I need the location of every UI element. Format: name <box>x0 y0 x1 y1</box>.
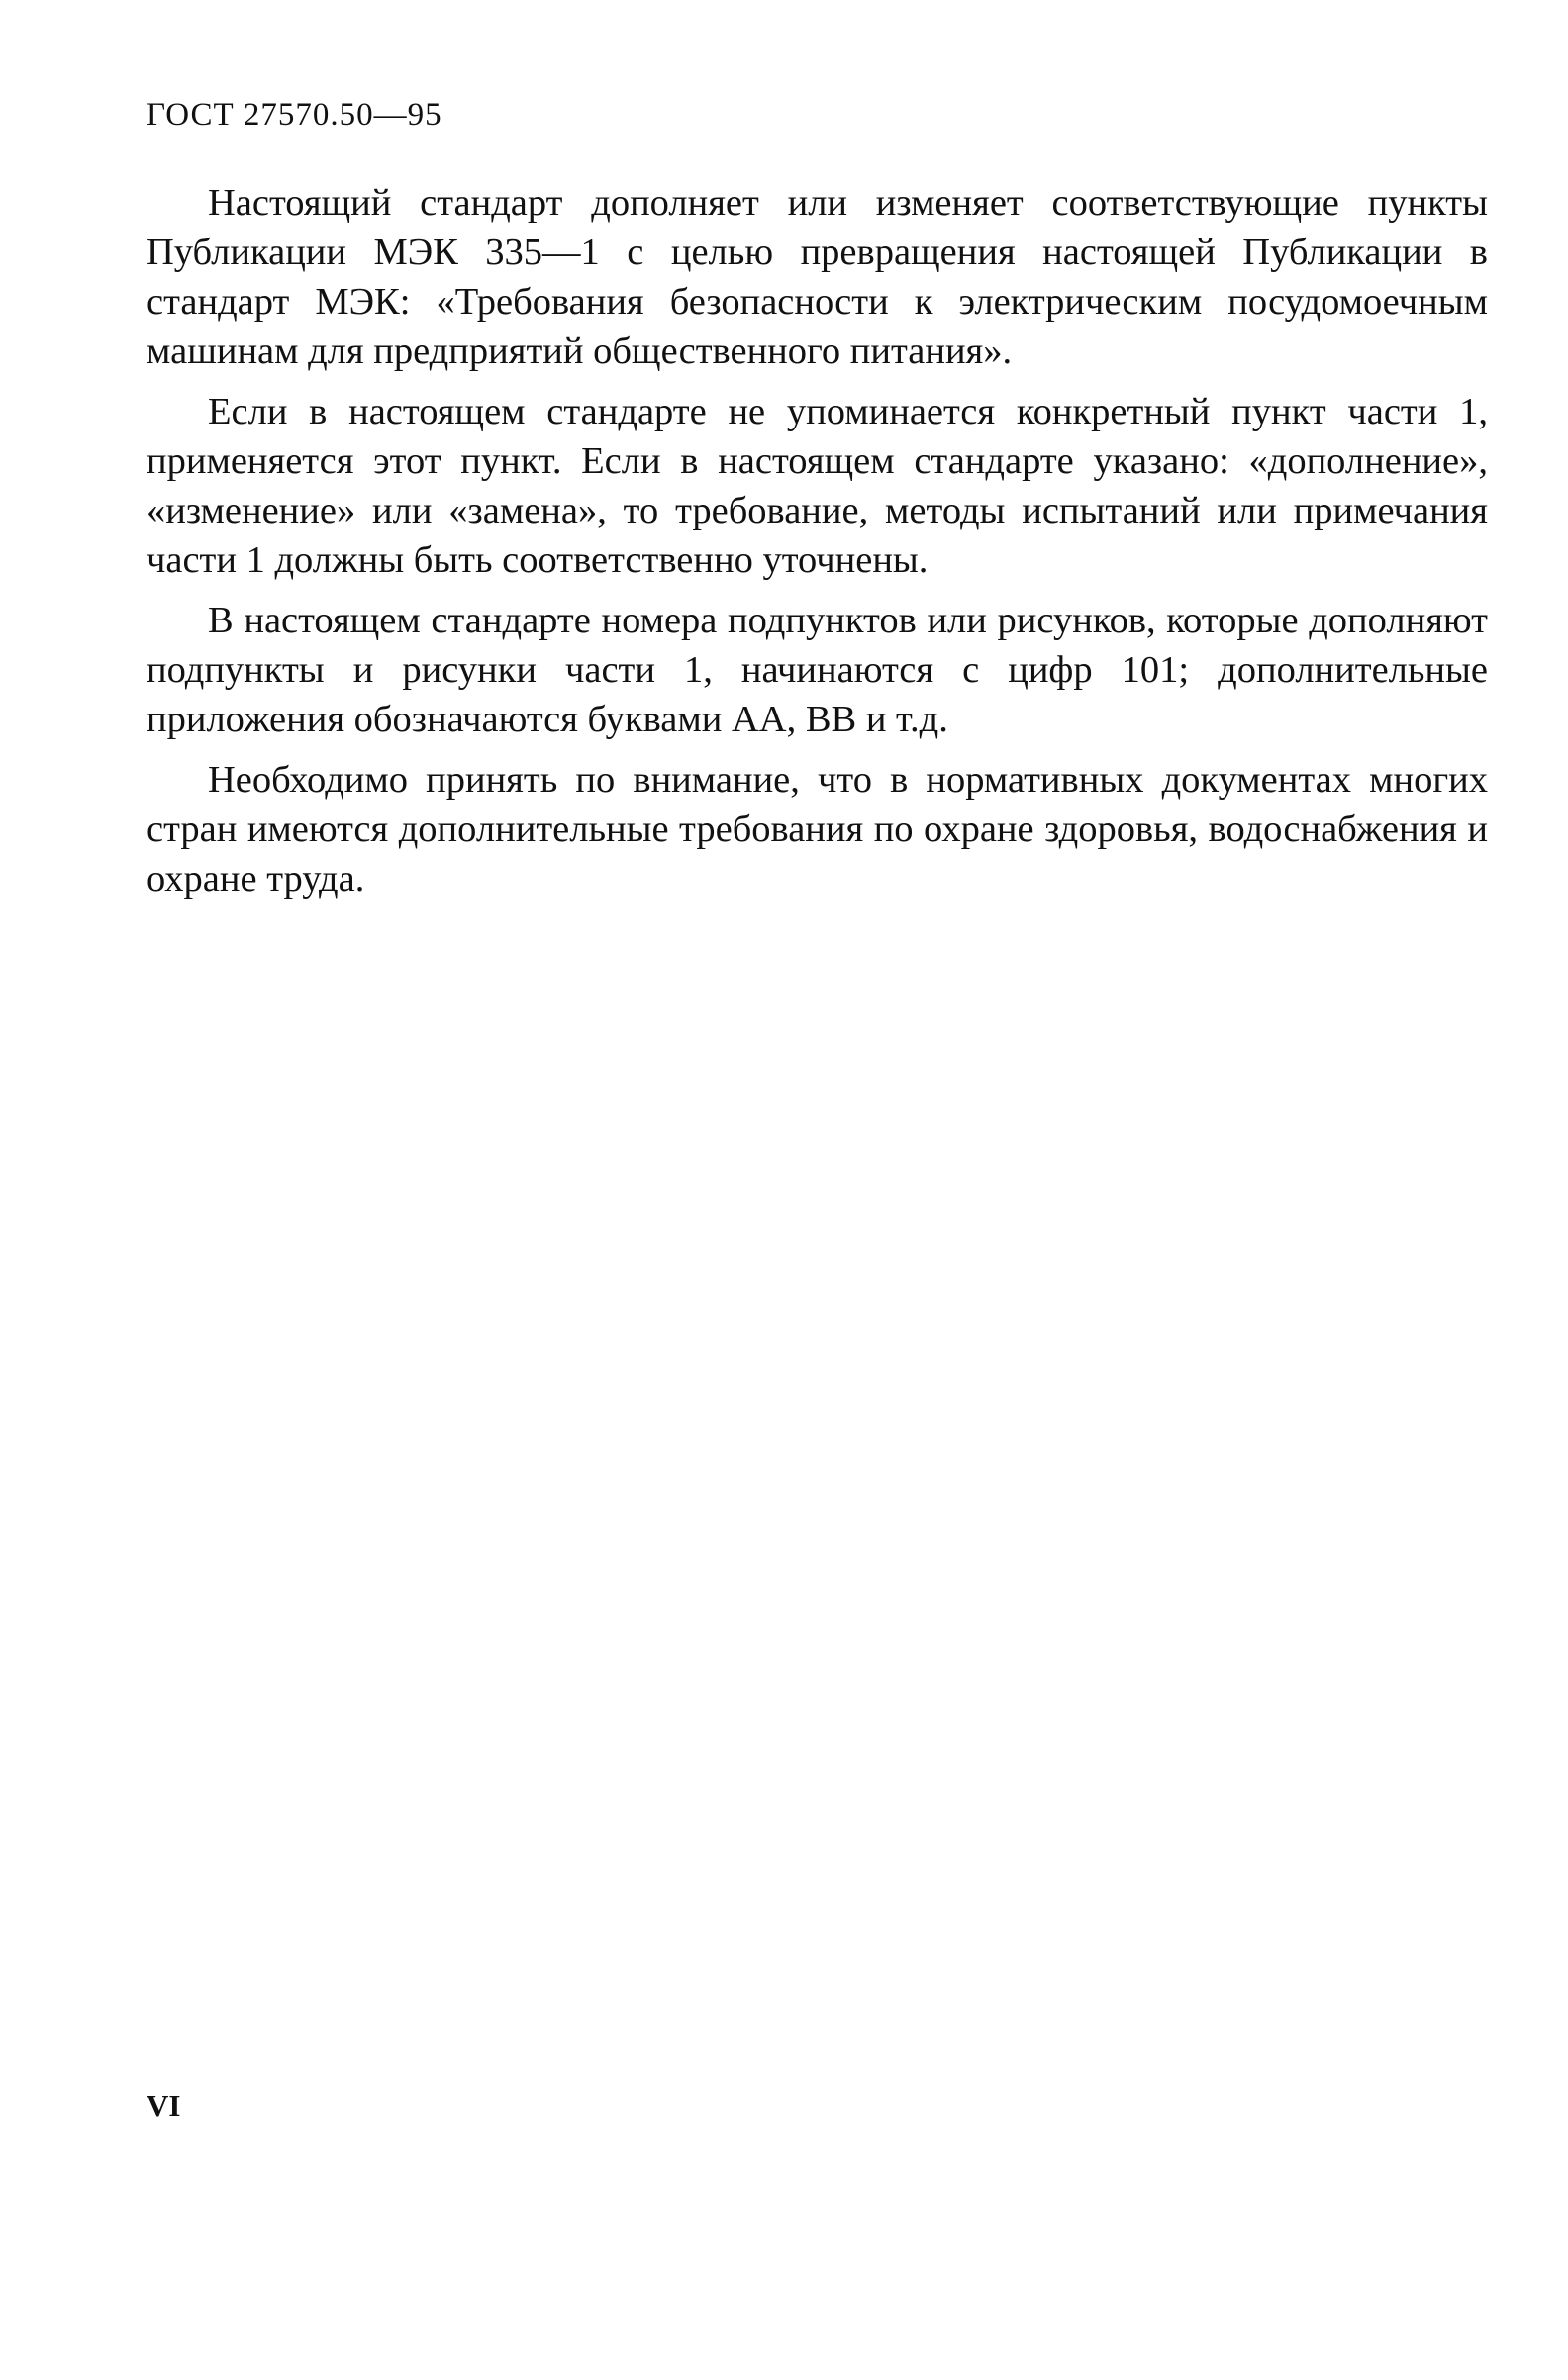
paragraph-part-1-reference: Если в настоящем стандарте не упоминается конкретный пункт части 1, применяется этот пункт. Если в настоящем стандарте указано: «дополнение», «изменение» или «замена», то требование, методы испытаний или примечания части 1 должны быть соответственно уточнены. <box>147 391 1488 581</box>
paragraph-intro: Настоящий стандарт дополняет или изменяет соответствующие пункты Публикации МЭК 335—1 с целью превращения настоящей Публикации в стандарт МЭК: «Требования безопасности к электрическим посудомоечным машинам для предприятий общественного питания». <box>147 182 1488 372</box>
page-number: VI <box>147 2088 181 2123</box>
paragraph-numbering: В настоящем стандарте номера подпунктов или рисунков, которые дополняют подпункты и рисунки части 1, начинаются с цифр 101; дополнительные приложения обозначаются буквами АА, ВВ и т.д. <box>147 600 1488 740</box>
page-header-standard-code: ГОСТ 27570.50—95 <box>147 97 442 133</box>
document-body <box>147 178 1488 914</box>
paragraph-national-requirements: Необходимо принять по внимание, что в нормативных документах многих стран имеются дополнительные требования по охране здоровья, водоснабжения и охране труда. <box>147 759 1488 900</box>
